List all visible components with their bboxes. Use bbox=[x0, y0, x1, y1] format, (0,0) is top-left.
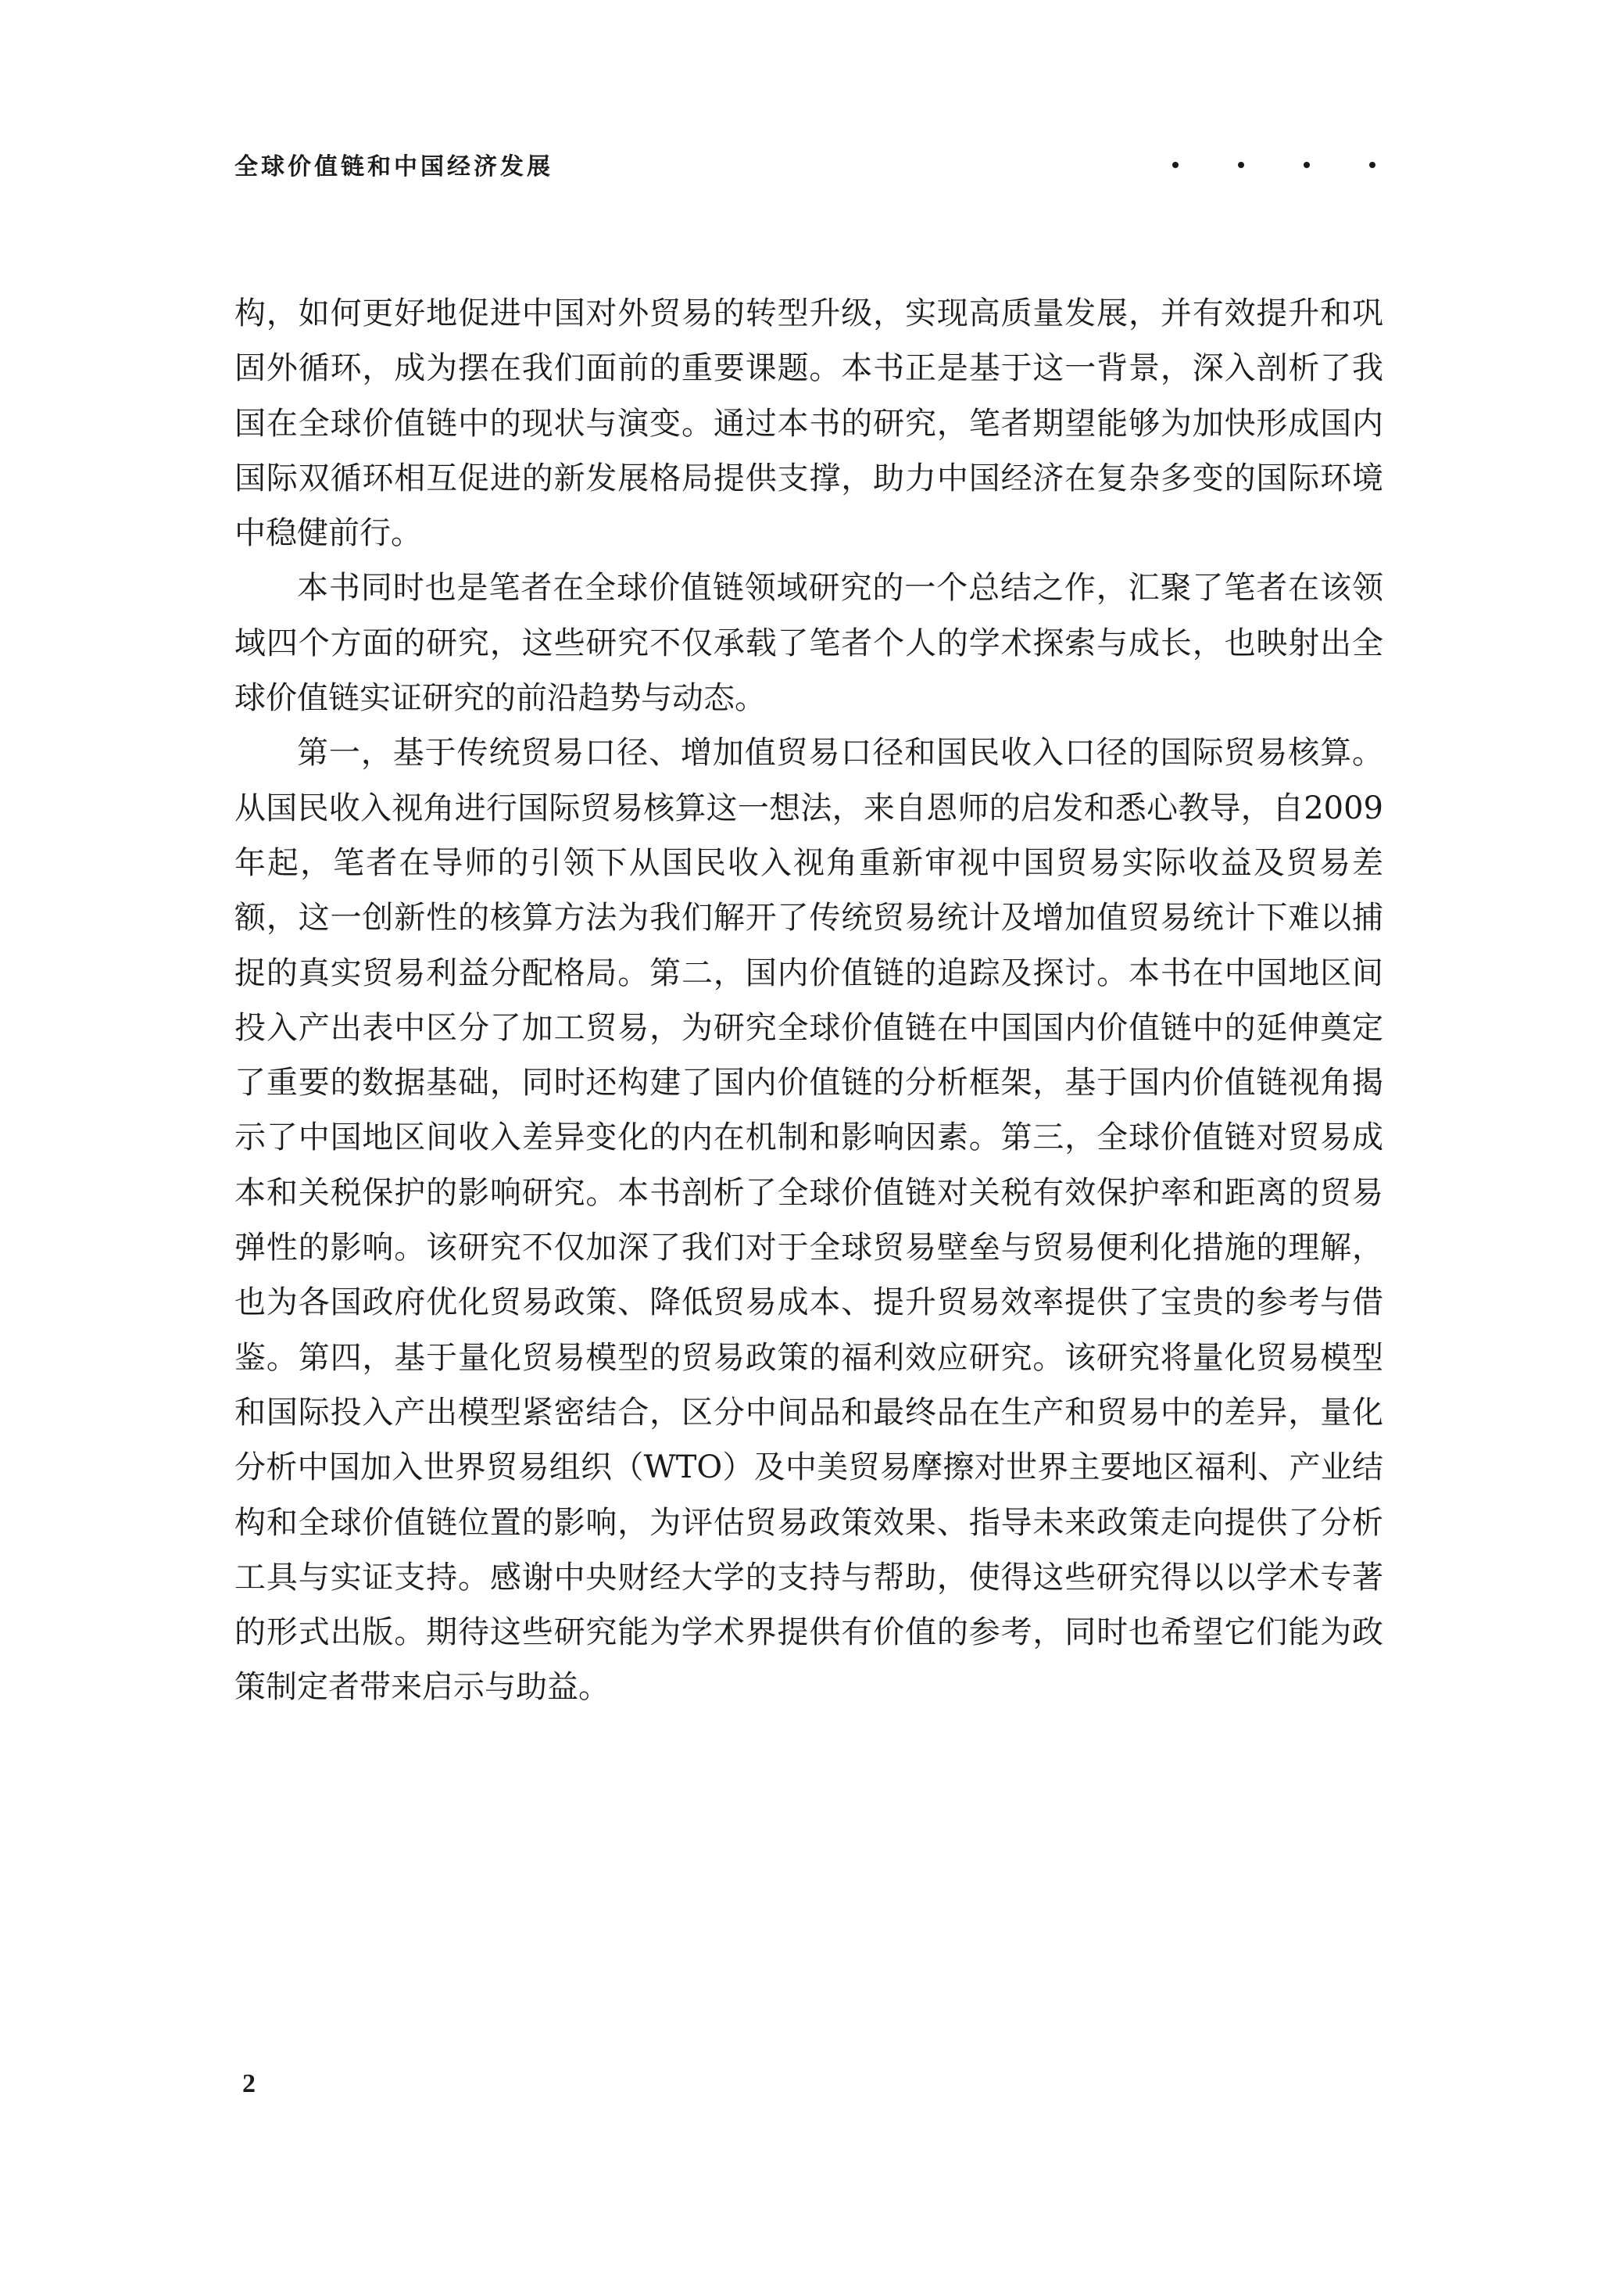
paragraph: 本书同时也是笔者在全球价值链领域研究的一个总结之作，汇聚了笔者在该领域四个方面的研究，这些研究不仅承载了笔者个人的学术探索与成长，也映射出全球价值链实证研究的前沿趋势与动态。 bbox=[234, 570, 1383, 717]
ornament-dot bbox=[1369, 162, 1375, 168]
body-text bbox=[234, 286, 1383, 1715]
header-ornament-dots bbox=[1172, 153, 1375, 177]
paragraph: 第一，基于传统贸易口径、增加值贸易口径和国民收入口径的国际贸易核算。从国民收入视角进行国际贸易核算这一想法，来自恩师的启发和悉心教导，自2009年起，笔者在导师的引领下从国民收入视角重新审视中国贸易实际收益及贸易差额，这一创新性的核算方法为我们解开了传统贸易统计及增加值贸易统计下难以捕捉的真实贸易利益分配格局。第二，国内价值链的追踪及探讨。本书在中国地区间投入产出表中区分了加工贸易，为研究全球价值链在中国国内价值链中的延伸奠定了重要的数据基础，同时还构建了国内价值链的分析框架，基于国内价值链视角揭示了中国地区间收入差异变化的内在机制和影响因素。第三，全球价值链对贸易成本和关税保护的影响研究。本书剖析了全球价值链对关税有效保护率和距离的贸易弹性的影响。该研究不仅加深了我们对于全球贸易壁垒与贸易便利化措施的理解，也为各国政府优化贸易政策、降低贸易成本、提升贸易效率提供了宝贵的参考与借鉴。第四，基于量化贸易模型的贸易政策的福利效应研究。该研究将量化贸易模型和国际投入产出模型紧密结合，区分中间品和最终品在生产和贸易中的差异，量化分析中国加入世界贸易组织（WTO）及中美贸易摩擦对世界主要地区福利、产业结构和全球价值链位置的影响，为评估贸易政策效果、指导未来政策走向提供了分析工具与实证支持。感谢中央财经大学的支持与帮助，使得这些研究得以以学术专著的形式出版。期待这些研究能为学术界提供有价值的参考，同时也希望它们能为政策制定者带来启示与助益。 bbox=[234, 735, 1383, 1706]
paragraph-continued: 构，如何更好地促进中国对外贸易的转型升级，实现高质量发展，并有效提升和巩固外循环，成为摆在我们面前的重要课题。本书正是基于这一背景，深入剖析了我国在全球价值链中的现状与演变。通过本书的研究，笔者期望能够为加快形成国内国际双循环相互促进的新发展格局提供支撑，助力中国经济在复杂多变的国际环境中稳健前行。 bbox=[234, 296, 1383, 552]
ornament-dot bbox=[1304, 162, 1310, 168]
page-number: 2 bbox=[242, 2069, 256, 2098]
running-header-title: 全球价值链和中国经济发展 bbox=[234, 153, 553, 181]
ornament-dot bbox=[1172, 162, 1179, 168]
ornament-dot bbox=[1238, 162, 1244, 168]
